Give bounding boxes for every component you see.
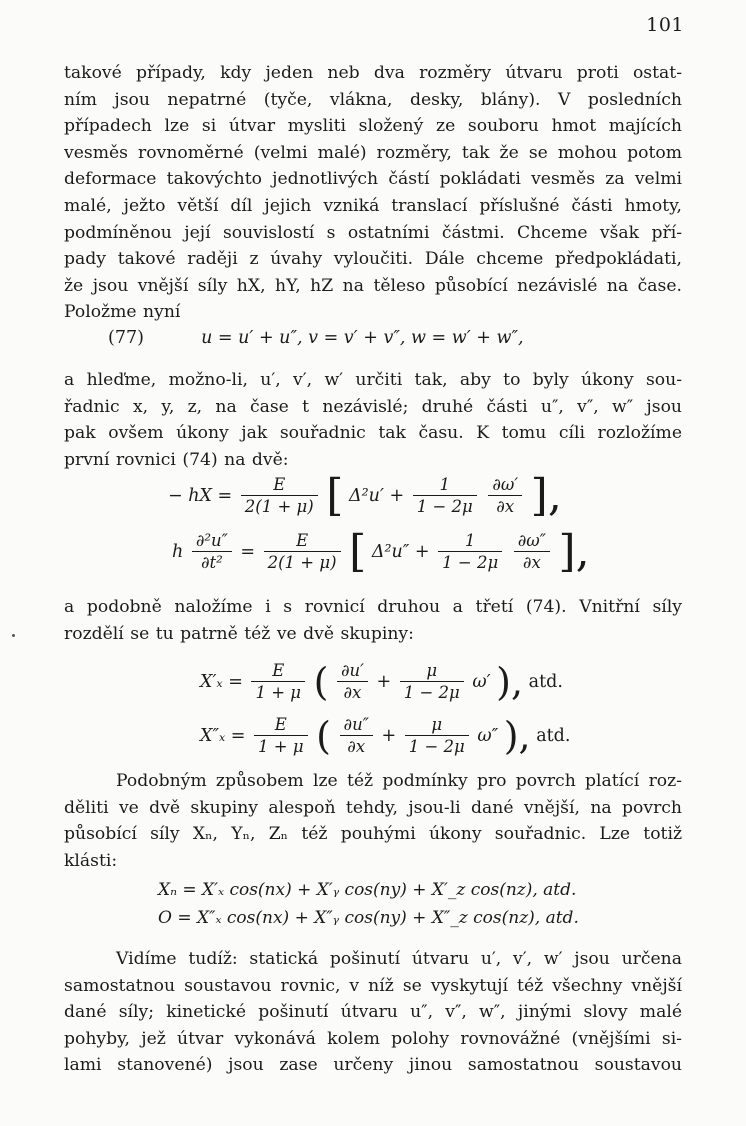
atd-label: atd. <box>528 672 563 692</box>
numerator: E <box>264 531 341 552</box>
denominator: 2(1 + μ) <box>267 552 337 572</box>
text-line: rozdělí se tu patrně též ve dvě skupiny: <box>64 623 414 644</box>
bracket: ], <box>530 470 562 521</box>
numerator: E <box>251 661 305 682</box>
numerator: ∂ω″ <box>514 531 550 552</box>
text-line: a podobně naložíme i s rovnicí druhou a třetí (74). Vnitřní síly <box>64 597 682 617</box>
text-line: dané síly; kinetické pošinutí útvaru u″, v″, w″, jinými slovy malé <box>64 1002 682 1023</box>
scan-speck <box>12 634 15 637</box>
paragraph-3 <box>64 594 682 647</box>
bracket: [ <box>349 526 367 577</box>
bracket: [ <box>326 470 344 521</box>
equals-sign: = <box>240 542 256 562</box>
parenthesis: ), <box>503 714 531 758</box>
denominator: ∂x <box>347 736 366 756</box>
atd-label: atd. <box>536 726 571 746</box>
paragraph-2 <box>64 367 682 473</box>
fraction <box>264 531 341 574</box>
plus-sign: + <box>376 672 392 692</box>
fraction <box>413 475 477 518</box>
page-number: 101 <box>646 14 684 36</box>
numerator: ∂u″ <box>340 715 373 736</box>
equation-c <box>200 660 563 704</box>
equation-e: Xₙ = X′ₓ cos(nx) + X′ᵧ cos(ny) + X′_z cos(nz), atd. <box>158 880 577 900</box>
equation-d <box>200 714 570 758</box>
numerator: μ <box>405 715 469 736</box>
equation-f: O = X″ₓ cos(nx) + X″ᵧ cos(ny) + X″_z cos(nz), atd. <box>158 908 579 928</box>
numerator: E <box>254 715 308 736</box>
eq-coefficient: h <box>172 542 184 562</box>
fraction <box>192 531 232 574</box>
fraction <box>337 661 368 704</box>
equation-body: u = u′ + u″, v = v′ + v″, w = w′ + w″, <box>201 328 524 348</box>
omega-term: ω″ <box>477 726 499 746</box>
text-line: klásti: <box>64 850 118 871</box>
paragraph-4 <box>64 768 682 874</box>
denominator: 1 − 2μ <box>442 552 499 572</box>
fraction <box>340 715 373 758</box>
denominator: 1 − 2μ <box>408 736 465 756</box>
text-line: Podobným způsobem lze též podmínky pro povrch platící roz- <box>116 771 682 791</box>
numerator: ∂u′ <box>337 661 368 682</box>
equation-b <box>172 526 590 577</box>
text-line: ním jsou nepatrné (tyče, vlákna, desky, blány). V posledních <box>64 89 682 110</box>
plus-sign: + <box>381 726 397 746</box>
term: Δ²u′ + <box>349 486 405 506</box>
text-line: že jsou vnější síly hX, hY, hZ na těleso působící nezávislé na čase. <box>64 275 682 296</box>
fraction <box>514 531 550 574</box>
denominator: 1 − 2μ <box>403 682 460 702</box>
fraction <box>488 475 522 518</box>
fraction <box>251 661 305 704</box>
denominator: 1 − 2μ <box>416 496 473 516</box>
equation-number: (77) <box>108 328 144 348</box>
text-line: malé, ježto větší díl jejich vzniká translací příslušné části hmoty, <box>64 195 682 216</box>
term: Δ²u″ + <box>371 542 430 562</box>
text-line: a hleďme, možno-li, u′, v′, w′ určiti tak, aby to byly úkony sou- <box>64 370 682 390</box>
text-line: podmíněnou její souvislostí s ostatními částmi. Chceme však pří- <box>64 222 682 243</box>
equation-77 <box>108 328 524 348</box>
eq-lhs: − hX = <box>168 486 233 506</box>
paragraph-1 <box>64 60 682 326</box>
denominator: ∂x <box>343 682 362 702</box>
parenthesis: ), <box>496 660 524 704</box>
text-line: samostatnou soustavou rovnic, v níž se vyskytují též všechny vnější <box>64 975 682 996</box>
numerator: ∂ω′ <box>488 475 522 496</box>
text-line: deformace takovýchto jednotlivých částí pokládati vesměs za velmi <box>64 169 682 190</box>
fraction <box>254 715 308 758</box>
numerator: μ <box>400 661 464 682</box>
text-line: takové případy, kdy jeden neb dva rozměry útvaru proti ostat- <box>64 63 682 83</box>
text-line: děliti ve dvě skupiny alespoň tehdy, jsou-li dané vnější, na povrch <box>64 797 682 818</box>
equation-a <box>168 470 562 521</box>
text-line: pak ovšem úkony jak souřadnic tak času. K tomu cíli rozložíme <box>64 423 682 444</box>
parenthesis: ( <box>313 660 329 704</box>
text-line: řadnic x, y, z, na čase t nezávislé; druhé části u″, v″, w″ jsou <box>64 396 682 417</box>
bracket: ], <box>558 526 590 577</box>
paragraph-5 <box>64 946 682 1079</box>
text-line: Vidíme tudíž: statická pošinutí útvaru u′, v′, w′ jsou určena <box>116 949 682 969</box>
parenthesis: ( <box>316 714 331 758</box>
fraction <box>241 475 318 518</box>
fraction <box>400 661 464 704</box>
numerator: E <box>241 475 318 496</box>
text-line: pohyby, jež útvar vykonává kolem polohy rovnovážné (vnějšími si- <box>64 1028 682 1049</box>
denominator: 1 + μ <box>255 682 301 702</box>
text-line: pady takové raději z úvahy vyloučiti. Dále chceme předpokládati, <box>64 249 682 270</box>
denominator: ∂x <box>496 496 515 516</box>
fraction <box>438 531 502 574</box>
numerator: 1 <box>413 475 477 496</box>
numerator: ∂²u″ <box>192 531 232 552</box>
text-line: lami stanovené) jsou zase určeny jinou samostatnou soustavou <box>64 1055 682 1076</box>
eq-lhs: X′ₓ = <box>200 672 243 692</box>
denominator: 2(1 + μ) <box>244 496 314 516</box>
numerator: 1 <box>438 531 502 552</box>
omega-term: ω′ <box>472 672 491 692</box>
fraction <box>405 715 469 758</box>
text-line: případech lze si útvar mysliti složený ze souboru hmot majících <box>64 116 682 137</box>
denominator: ∂x <box>522 552 541 572</box>
denominator: ∂t² <box>200 552 223 572</box>
eq-lhs: X″ₓ = <box>200 726 246 746</box>
text-line: Položme nyní <box>64 302 181 323</box>
text-line: první rovnici (74) na dvě: <box>64 449 289 470</box>
denominator: 1 + μ <box>258 736 304 756</box>
text-line: vesměs rovnoměrné (velmi malé) rozměry, tak že se mohou potom <box>64 142 682 163</box>
text-line: působící síly Xₙ, Yₙ, Zₙ též pouhými úkony souřadnic. Lze totiž <box>64 824 682 845</box>
